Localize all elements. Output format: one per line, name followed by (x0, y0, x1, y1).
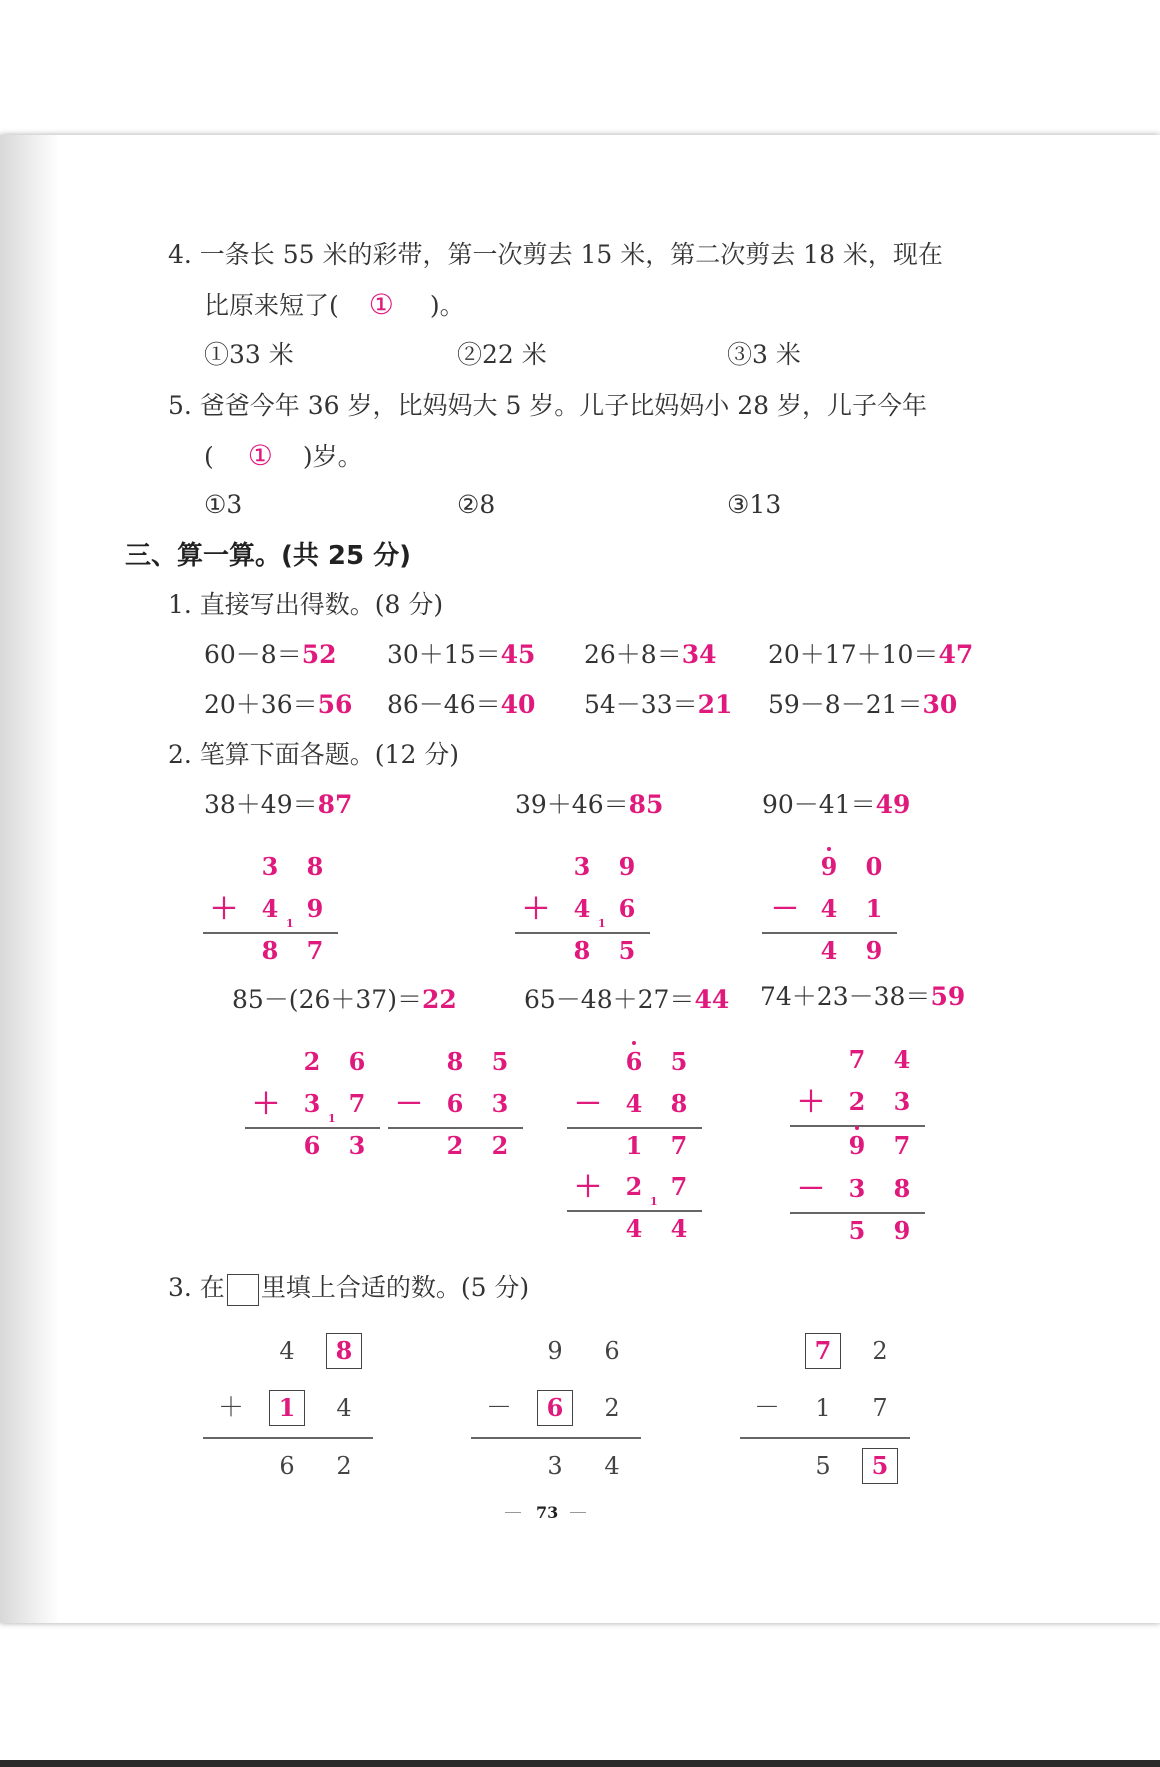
example-empty-box (227, 1274, 259, 1306)
page-number-dash-left (505, 1512, 521, 1513)
v7-b-ones: 3 (893, 1087, 911, 1116)
v6-b-ones: 8 (670, 1089, 688, 1118)
v7-c-ones: 8 (893, 1174, 911, 1203)
v5-a-tens: 8 (446, 1047, 464, 1076)
v6-r2-ones: 4 (670, 1214, 688, 1243)
v1-b-tens: 4 (261, 894, 279, 923)
f1-b-tens-box: 1 (269, 1390, 305, 1426)
v2-r-tens: 8 (573, 936, 591, 965)
q5-answer: ① (247, 439, 273, 472)
q5-option-1: ①3 (204, 490, 243, 519)
v2-b-ones: 6 (618, 894, 636, 923)
s1-title: 1. 直接写出得数。(8 分) (168, 590, 444, 619)
q5-option-2: ②8 (457, 490, 496, 519)
v7-a-tens: 7 (848, 1045, 866, 1074)
v5-rule (388, 1127, 523, 1129)
s1-item-3: 26＋8＝34 (584, 640, 717, 669)
v5-b-ones: 3 (491, 1089, 509, 1118)
v7-minus-sign: － (796, 1172, 825, 1205)
v2-a-ones: 9 (618, 852, 636, 881)
v4-r-tens: 6 (303, 1131, 321, 1160)
v7-b-tens: 2 (848, 1087, 866, 1116)
f3-minus-sign: － (753, 1393, 780, 1423)
f1-r-ones: 2 (336, 1452, 352, 1480)
v7-rule-2 (790, 1212, 925, 1214)
q4-line1: 4. 一条长 55 米的彩带，第一次剪去 15 米，第二次剪去 18 米，现在 (168, 240, 943, 269)
v1-a-tens: 3 (261, 852, 279, 881)
q4-option-1: ①33 米 (204, 340, 294, 369)
v5-r-ones: 2 (491, 1131, 509, 1160)
s2-title: 2. 笔算下面各题。(12 分) (168, 740, 460, 769)
v2-b-tens: 4 (573, 894, 591, 923)
s2-problem-2: 39＋46＝85 (515, 790, 664, 819)
f2-a-tens: 9 (547, 1337, 563, 1365)
f3-rule (740, 1437, 910, 1439)
bottom-bar (0, 1760, 1160, 1767)
v6-c-tens: 2 (625, 1172, 643, 1201)
q4-line2: 比原来短了( ① )。 (204, 288, 465, 321)
f2-rule (471, 1437, 641, 1439)
v7-r2-tens: 5 (848, 1216, 866, 1245)
s1-item-4: 20＋17＋10＝47 (768, 640, 974, 669)
v6-a-tens: 6 (625, 1047, 643, 1076)
worksheet-page (0, 135, 1160, 1623)
v6-carry: 1 (650, 1195, 658, 1208)
f1-rule (203, 1437, 373, 1439)
v7-r-ones: 7 (893, 1131, 911, 1160)
s2-problem-4: 85－(26＋37)＝22 (232, 985, 457, 1014)
v5-a-ones: 5 (491, 1047, 509, 1076)
v6-a-ones: 5 (670, 1047, 688, 1076)
v3-a-tens: 9 (820, 852, 838, 881)
q4-answer: ① (368, 288, 394, 321)
v3-b-tens: 4 (820, 894, 838, 923)
v4-b-ones: 7 (348, 1089, 366, 1118)
v4-carry: 1 (328, 1112, 336, 1125)
f1-plus-sign: ＋ (217, 1393, 244, 1423)
s2-problem-1: 38＋49＝87 (204, 790, 353, 819)
v6-plus-sign: ＋ (573, 1170, 602, 1203)
v3-borrow-dot (827, 847, 831, 851)
page-number: 73 (536, 1503, 559, 1522)
s2-problem-5: 65－48＋27＝44 (524, 985, 730, 1014)
v2-r-ones: 5 (618, 936, 636, 965)
s1-item-1: 60－8＝52 (204, 640, 337, 669)
page-number-dash-right (570, 1512, 586, 1513)
v1-b-ones: 9 (306, 894, 324, 923)
v7-r-tens: 9 (848, 1131, 866, 1160)
v6-rule-2 (567, 1210, 702, 1212)
v6-c-ones: 7 (670, 1172, 688, 1201)
f3-r-ones-box: 5 (862, 1448, 898, 1484)
v3-rule (762, 932, 897, 934)
v4-plus-sign: ＋ (251, 1087, 280, 1120)
v6-r-tens: 1 (625, 1131, 643, 1160)
f1-a-ones-box: 8 (326, 1333, 362, 1369)
q4-option-3: ③3 米 (727, 340, 801, 369)
f2-minus-sign: － (485, 1393, 512, 1423)
s1-item-6: 86－46＝40 (387, 690, 536, 719)
v7-plus-sign: ＋ (796, 1085, 825, 1118)
v2-carry: 1 (598, 917, 606, 930)
s1-item-2: 30＋15＝45 (387, 640, 536, 669)
s2-problem-6: 74＋23－38＝59 (760, 982, 966, 1011)
v1-a-ones: 8 (306, 852, 324, 881)
page-edge-shadow (0, 135, 60, 1623)
f2-r-tens: 3 (547, 1452, 563, 1480)
v1-plus-sign: ＋ (209, 892, 238, 925)
v1-rule (203, 932, 338, 934)
v4-r-ones: 3 (348, 1131, 366, 1160)
v3-b-ones: 1 (865, 894, 883, 923)
v4-a-ones: 6 (348, 1047, 366, 1076)
v3-a-ones: 0 (865, 852, 883, 881)
v3-r-ones: 9 (865, 936, 883, 965)
f2-b-ones: 2 (604, 1394, 620, 1422)
v7-r2-ones: 9 (893, 1216, 911, 1245)
v3-r-tens: 4 (820, 936, 838, 965)
v6-rule-1 (567, 1127, 702, 1129)
f3-a-tens-box: 7 (805, 1333, 841, 1369)
v6-borrow-dot (632, 1041, 636, 1045)
v1-r-tens: 8 (261, 936, 279, 965)
v1-carry: 1 (286, 917, 294, 930)
v1-r-ones: 7 (306, 936, 324, 965)
f2-a-ones: 6 (604, 1337, 620, 1365)
f1-b-ones: 4 (336, 1394, 352, 1422)
v5-minus-sign: － (394, 1087, 423, 1120)
v5-r-tens: 2 (446, 1131, 464, 1160)
f3-a-ones: 2 (872, 1337, 888, 1365)
q5-line2: ( ① )岁。 (204, 439, 363, 472)
v2-a-tens: 3 (573, 852, 591, 881)
f1-a-tens: 4 (279, 1337, 295, 1365)
section-3-title: 三、算一算。(共 25 分) (125, 541, 412, 571)
v4-rule (245, 1127, 380, 1129)
s1-item-7: 54－33＝21 (584, 690, 733, 719)
v2-plus-sign: ＋ (521, 892, 550, 925)
v6-minus-sign: － (573, 1087, 602, 1120)
v6-b-tens: 4 (625, 1089, 643, 1118)
s1-item-8: 59－8－21＝30 (768, 690, 958, 719)
v7-borrow-dot (855, 1126, 859, 1130)
v2-rule (515, 932, 650, 934)
v6-r-ones: 7 (670, 1131, 688, 1160)
v4-b-tens: 3 (303, 1089, 321, 1118)
f3-b-ones: 7 (872, 1394, 888, 1422)
s1-item-5: 20＋36＝56 (204, 690, 353, 719)
f1-r-tens: 6 (279, 1452, 295, 1480)
f3-b-tens: 1 (815, 1394, 831, 1422)
f2-r-ones: 4 (604, 1452, 620, 1480)
v7-c-tens: 3 (848, 1174, 866, 1203)
q4-option-2: ②22 米 (457, 340, 547, 369)
s3-title: 3. 在 里填上合适的数。(5 分) (168, 1271, 529, 1305)
v6-r2-tens: 4 (625, 1214, 643, 1243)
q5-option-3: ③13 (727, 490, 782, 519)
v4-a-tens: 2 (303, 1047, 321, 1076)
s2-problem-3: 90－41＝49 (762, 790, 911, 819)
f3-r-tens: 5 (815, 1452, 831, 1480)
v7-a-ones: 4 (893, 1045, 911, 1074)
f2-b-tens-box: 6 (537, 1390, 573, 1426)
v3-minus-sign: － (770, 892, 799, 925)
v5-b-tens: 6 (446, 1089, 464, 1118)
q5-line1: 5. 爸爸今年 36 岁，比妈妈大 5 岁。儿子比妈妈小 28 岁，儿子今年 (168, 391, 928, 420)
